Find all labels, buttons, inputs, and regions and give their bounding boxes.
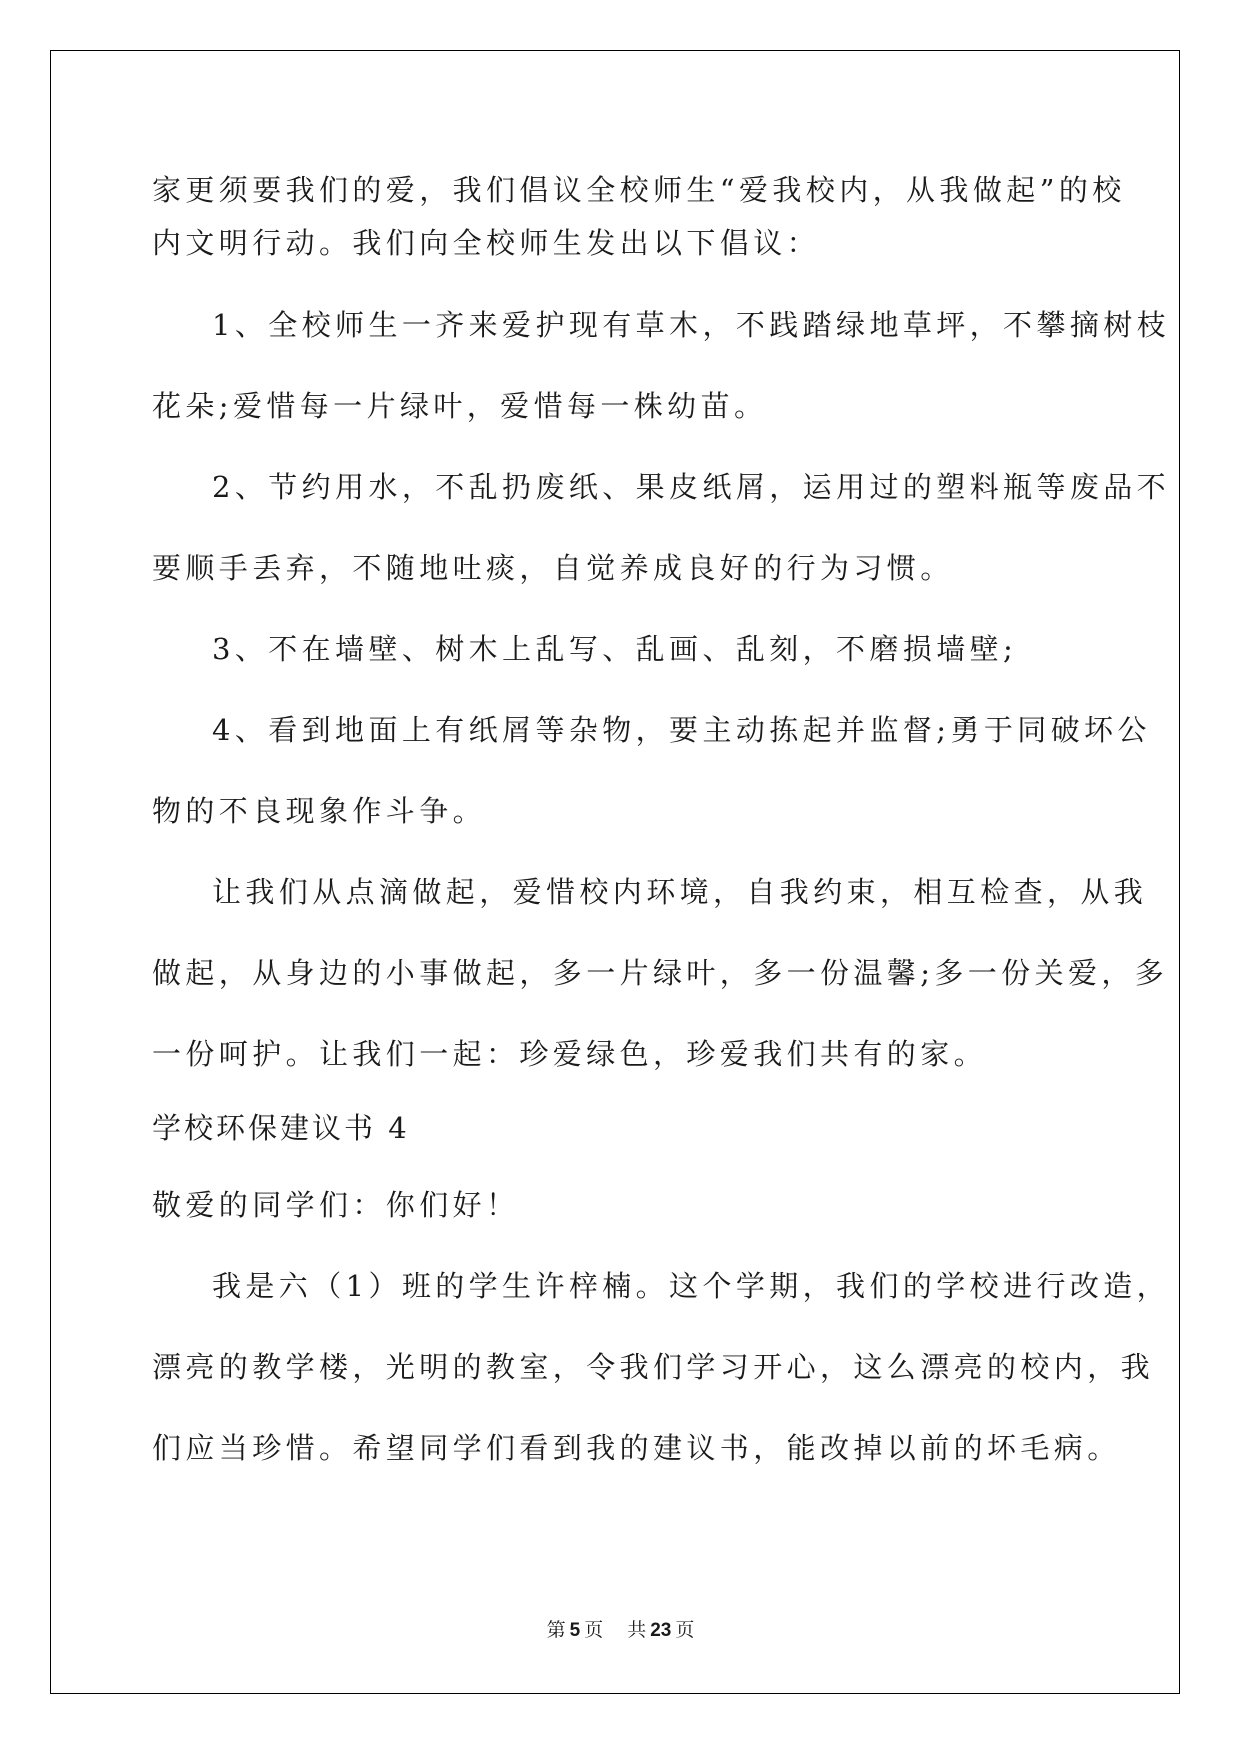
body-line-13: 我是六（1）班的学生许梓楠。这个学期，我们的学校进行改造， [212,1269,1171,1303]
section-heading: 学校环保建议书 4 [152,1111,410,1145]
body-line-10: 让我们从点滴做起，爱惜校内环境，自我约束，相互检查，从我 [212,875,1148,909]
body-line-14: 漂亮的教学楼，光明的教室，令我们学习开心，这么漂亮的校内，我 [152,1350,1155,1384]
body-line-9: 物的不良现象作斗争。 [152,794,487,828]
body-line-15: 们应当珍惜。希望同学们看到我的建议书，能改掉以前的坏毛病。 [152,1431,1121,1465]
body-line-3: 1、全校师生一齐来爱护现有草木，不践踏绿地草坪，不攀摘树枝 [212,308,1171,342]
body-line-1: 家更须要我们的爱，我们倡议全校师生“爱我校内，从我做起”的校 [152,173,1126,207]
body-line-6: 要顺手丢弃，不随地吐痰，自觉养成良好的行为习惯。 [152,551,954,585]
body-line-5: 2、节约用水，不乱扔废纸、果皮纸屑，运用过的塑料瓶等废品不 [212,470,1171,504]
salutation: 敬爱的同学们：你们好！ [152,1188,520,1222]
footer-page-suffix: 页 [584,1619,604,1641]
body-line-12: 一份呵护。让我们一起：珍爱绿色，珍爱我们共有的家。 [152,1037,988,1071]
footer-page-prefix: 第 [546,1619,566,1641]
body-line-7: 3、不在墙壁、树木上乱写、乱画、乱刻，不磨损墙壁; [212,632,1018,666]
footer-total-pages: 23 [650,1620,672,1641]
footer-total-suffix: 页 [675,1619,695,1641]
footer-page-number: 5 [569,1620,581,1641]
body-line-11: 做起，从身边的小事做起，多一片绿叶，多一份温馨;多一份关爱，多 [152,956,1169,990]
page-footer [0,1618,1241,1643]
footer-total-prefix: 共 [627,1619,647,1641]
body-line-4: 花朵;爱惜每一片绿叶，爱惜每一株幼苗。 [152,389,768,423]
body-line-2: 内文明行动。我们向全校师生发出以下倡议： [152,226,821,260]
body-line-8: 4、看到地面上有纸屑等杂物，要主动拣起并监督;勇于同破坏公 [212,713,1151,747]
